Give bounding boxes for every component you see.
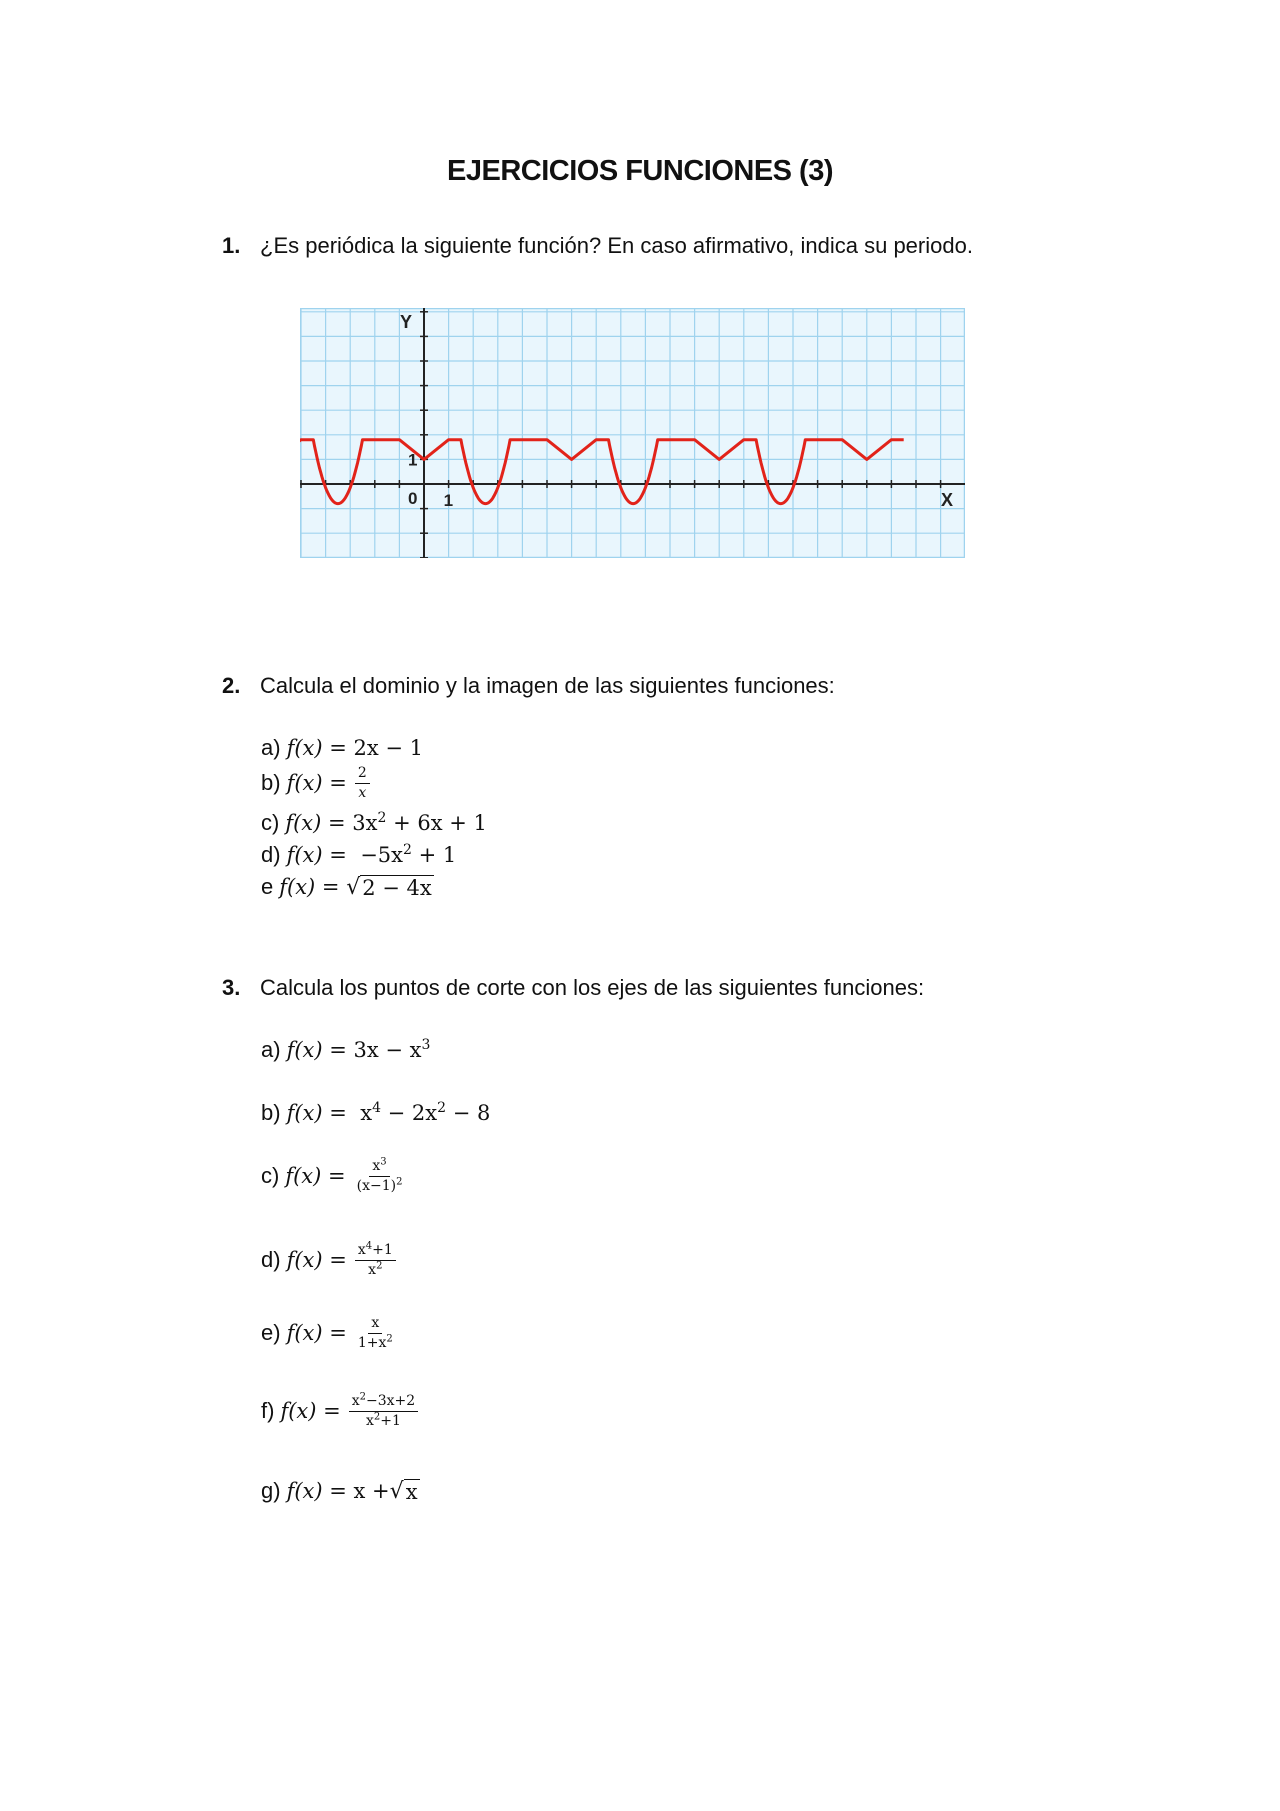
q2-item-e (261, 874, 434, 900)
x-axis-label: X (941, 490, 954, 510)
question-number: 2. (222, 673, 241, 698)
fraction: $\frac{2}{x}$ (355, 765, 370, 802)
expression: f(x) = (285, 1164, 346, 1189)
expression: $f(x) = -5x^2 + 1$ (286, 842, 457, 867)
question-number: 3. (222, 975, 241, 1000)
expression: $f(x) = 3x^2 + 6x + 1$ (285, 810, 487, 835)
expression: $f(x) = 3x - x^3$ (286, 1037, 431, 1062)
expression: f(x) = x + (286, 1479, 390, 1503)
question-text: Calcula el dominio y la imagen de las siguientes funciones: (260, 673, 835, 698)
page-title: EJERCICIOS FUNCIONES (3) (447, 155, 833, 187)
x-tick-one-label: 1 (443, 491, 454, 510)
item-label: c) (261, 1163, 280, 1189)
expression: f(x) = (280, 1399, 341, 1424)
item-label: a) (261, 735, 281, 760)
expression: f(x) = (279, 875, 340, 899)
item-label: a) (261, 1037, 281, 1062)
q3-item-d (261, 1242, 396, 1279)
q2-item-b (261, 765, 370, 802)
periodic-function-graph (300, 308, 965, 558)
question-number: 1. (222, 233, 241, 258)
origin-label: 0 (408, 489, 418, 508)
fraction: $\frac{x^4+1}{x^2}$ (355, 1242, 396, 1279)
q2-item-d (261, 842, 456, 868)
q3-item-b (261, 1100, 490, 1126)
q3-item-c (261, 1158, 405, 1195)
item-label: e (261, 874, 274, 899)
y-axis-label: Y (400, 312, 413, 332)
fraction: $\frac{x}{1+x^2}$ (357, 1315, 393, 1351)
q2-item-a (261, 735, 423, 761)
item-label: e) (261, 1320, 281, 1346)
expression: f(x) = (286, 1248, 347, 1273)
expression: f(x) = (286, 771, 347, 796)
expression: f(x) = (286, 1321, 347, 1346)
item-label: d) (261, 1247, 281, 1273)
square-root: √ 2 − 4x (346, 874, 432, 900)
fraction: $\frac{x^3}{(x-1)^2}$ (356, 1156, 403, 1194)
q2-item-c (261, 810, 487, 836)
q3-item-e (261, 1315, 396, 1352)
y-tick-one-label: 1 (408, 450, 418, 470)
q3-item-f (261, 1393, 418, 1430)
item-label: g) (261, 1478, 281, 1503)
question-text: ¿Es periódica la siguiente función? En caso afirmativo, indica su periodo. (260, 233, 973, 258)
square-root: √ x (389, 1478, 418, 1504)
item-label: f) (261, 1398, 275, 1424)
item-label: c) (261, 810, 280, 835)
item-label: b) (261, 1100, 281, 1125)
item-label: d) (261, 842, 281, 867)
question-text: Calcula los puntos de corte con los ejes de las siguientes funciones: (260, 975, 925, 1000)
q3-item-g (261, 1478, 420, 1504)
expression: $f(x) = x^4 - 2x^2 - 8$ (286, 1100, 491, 1125)
expression: f(x) = 2x − 1 (286, 736, 424, 760)
fraction: $\frac{x^2-3x+2}{x^2+1}$ (349, 1393, 418, 1430)
q3-item-a (261, 1037, 430, 1063)
item-label: b) (261, 770, 281, 796)
